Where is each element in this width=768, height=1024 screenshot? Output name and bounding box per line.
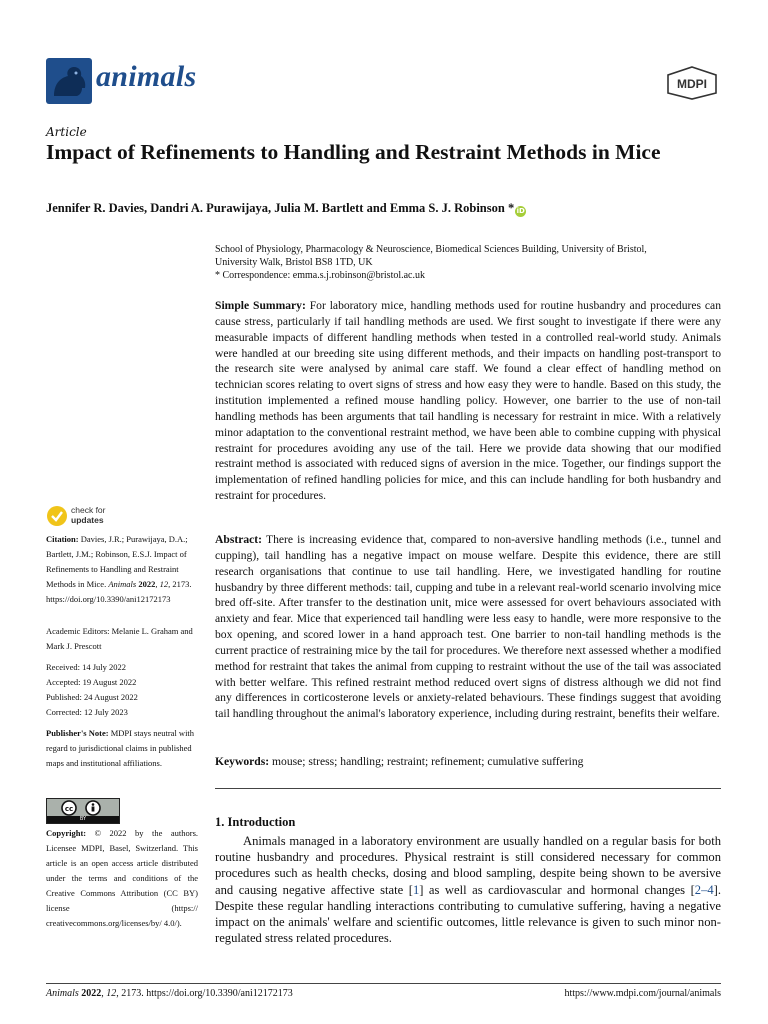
footer-journal: Animals	[46, 988, 79, 999]
abstract-label: Abstract:	[215, 533, 263, 546]
intro-text: Animals managed in a laboratory environment are usually handled on a regular basis for both routine husbandry and procedures. Physical restraint is still considered necessary for common procedures such as health checks, dosing and blood sampling, despite being shown to be aversive and causing negative affective state [	[215, 834, 721, 897]
article-type: Article	[46, 125, 87, 139]
mdpi-logo-icon[interactable]	[665, 66, 719, 100]
section-divider	[215, 788, 721, 789]
journal-name[interactable]: animals	[96, 60, 197, 93]
citation-text: Davies, J.R.; Purawijaya, D.A.; Bartlett, J.M.; Robinson, E.S.J. Impact of Refinements to Handling and Restraint Methods in Mice.	[46, 534, 188, 589]
received-date: Received: 14 July 2022	[46, 662, 127, 672]
author-list	[46, 201, 526, 217]
intro-text: ]. Despite these regular handling interactions contributing to cumulative suffering, having a negative impact on the animals' welfare and scientific outcomes, little relevance is given to such minor non-regulated stress related procedures.	[215, 882, 722, 946]
published-date: Published: 24 August 2022	[46, 692, 138, 702]
animals-logo-icon	[46, 58, 92, 104]
simple-summary-text: For laboratory mice, handling methods used for routine husbandry and procedures can cause stress, particularly if tail handling methods are used. We first sought to investigate if there were any measurable impacts of different handling methods when tested in a controlled real-world study. Animals were handled at our breeding site using different methods, and their impacts on handling post-transport to the research site were analysed by animal care staff. We found a clear effect of handling method on technician scores relating to overt signs of stress and how easy they were to handle. Based on this study, the institution implemented a refined mouse handling policy. However, one barrier to the use of non-tail handling methods has been arguments that tail handling is necessary for restraint in mice. With a relatively minor adaptation to the conventional restraint method, we have been able to combine cupping with physical restraint for procedures avoiding any use of the tail. Here we provide data showing that our modified restraint method is associated with reduced signs of aversion in the mice. Together, our findings support the implementation of refined handling policies for mice, and this can include handling for both husbandry and restraint for procedures.	[215, 299, 721, 503]
affiliation-line: University Walk, Bristol BS8 1TD, UK	[215, 257, 373, 268]
section-heading-introduction: 1. Introduction	[215, 815, 296, 829]
orcid-icon[interactable]: iD	[516, 207, 525, 215]
intro-text: ] as well as cardiovascular and hormonal changes [	[419, 882, 695, 897]
article-title: Impact of Refinements to Handling and Restraint Methods in Mice	[46, 140, 661, 164]
affiliation-line: School of Physiology, Pharmacology & Neuroscience, Biomedical Sciences Building, University of Bristol,	[215, 244, 647, 255]
citation-journal: Animals	[108, 579, 137, 589]
copyright-label: Copyright:	[46, 828, 87, 838]
citation-doi[interactable]: , 2173. https://doi.org/10.3390/ani12172173	[46, 579, 192, 604]
citation-volume: 12	[159, 579, 169, 589]
publisher-name: MDPI	[677, 77, 707, 91]
check-updates-line: updates	[71, 515, 104, 525]
svg-text:cc: cc	[64, 805, 74, 813]
publishers-note-text: MDPI stays neutral with regard to jurisdictional claims in published maps and institutional affiliations.	[46, 728, 195, 768]
accepted-date: Accepted: 19 August 2022	[46, 677, 137, 687]
simple-summary	[215, 298, 721, 504]
corrected-date: Corrected: 12 July 2023	[46, 707, 128, 717]
simple-summary-label: Simple Summary:	[215, 299, 306, 312]
publishers-note-label: Publisher's Note:	[46, 728, 109, 738]
keywords-text: mouse; stress; handling; restraint; refinement; cumulative suffering	[272, 755, 584, 768]
introduction-paragraph	[215, 833, 721, 946]
creative-commons-icon	[47, 799, 119, 816]
footer-doi[interactable]: , 2173. https://doi.org/10.3390/ani12172173	[116, 988, 293, 999]
authors-text: Jennifer R. Davies, Dandri A. Purawijaya, Julia M. Bartlett and Emma S. J. Robinson *	[46, 201, 515, 215]
check-updates-icon	[46, 505, 68, 527]
footer-volume: 12	[106, 988, 117, 999]
citation-year: 2022	[138, 579, 156, 589]
footer-divider	[46, 983, 721, 984]
academic-editors: Academic Editors: Melanie L. Graham and Mark J. Prescott	[46, 626, 193, 651]
check-updates-line: check for	[71, 505, 106, 515]
citation-block: Citation: Davies, J.R.; Purawijaya, D.A.; Bartlett, J.M.; Robinson, E.S.J. Impact of Refinements to Handling and Restraint Methods in Mice. Animals 2022, 12, 2173. https://doi.org/10.3390/ani12172173	[46, 534, 192, 604]
affiliation-block	[215, 243, 720, 282]
copyright-block	[46, 826, 198, 931]
check-for-updates-button[interactable]	[46, 505, 156, 527]
publishers-note	[46, 726, 198, 771]
copyright-text: © 2022 by the authors. Licensee MDPI, Basel, Switzerland. This article is an open access article distributed under the terms and conditions of the Creative Commons Attribution (CC BY) license (https:// creativecommons.org/licenses/by/ 4.0/).	[46, 828, 199, 928]
keywords	[215, 754, 721, 770]
cc-by-license-badge[interactable]	[46, 798, 120, 824]
cc-by-label: BY	[47, 816, 119, 823]
abstract	[215, 532, 721, 722]
footer-journal-url[interactable]: https://www.mdpi.com/journal/animals	[564, 988, 721, 999]
footer-year: 2022	[81, 988, 102, 999]
dates-block	[46, 660, 198, 720]
reference-link[interactable]: 1	[412, 882, 420, 897]
keywords-label: Keywords:	[215, 755, 270, 768]
footer-citation: Animals 2022, 12, 2173. https://doi.org/10.3390/ani12172173	[46, 988, 293, 999]
abstract-text: There is increasing evidence that, compared to non-aversive handling methods (i.e., tunnel and cupping), tail handling has a negative impact on mouse welfare. Despite this evidence, there are still research organisations that continue to use tail handling. Here, we investigated handling for routine husbandry by three different methods: tail, cupping and tube in a relevant real-world scenario involving mice bred off-site. After transfer to the destination unit, mice were assessed for overt behaviours associated with anxiety and fear. Mice that experienced tail handling were less easy to handle, were more responsive to the box opening, and scored lower in a hand approach test. One barrier to non-tail handling methods is the current practice of restraining mice by the tail for procedures. We therefore next assessed whether a modified method for restraint that takes the animal from cupping to restraint without the use of the tail was associated with better welfare. This refined restraint method reduced overt signs of distress although we did not find any differences in corticosterone levels or anxiety-related behaviours. These findings suggest that avoiding tail handling throughout the animal's laboratory experience, including during restraint, benefits their welfare.	[215, 533, 721, 721]
reference-link[interactable]: 2–4	[694, 882, 714, 897]
citation-label: Citation:	[46, 534, 79, 544]
correspondence-line: * Correspondence: emma.s.j.robinson@bristol.ac.uk	[215, 270, 425, 281]
